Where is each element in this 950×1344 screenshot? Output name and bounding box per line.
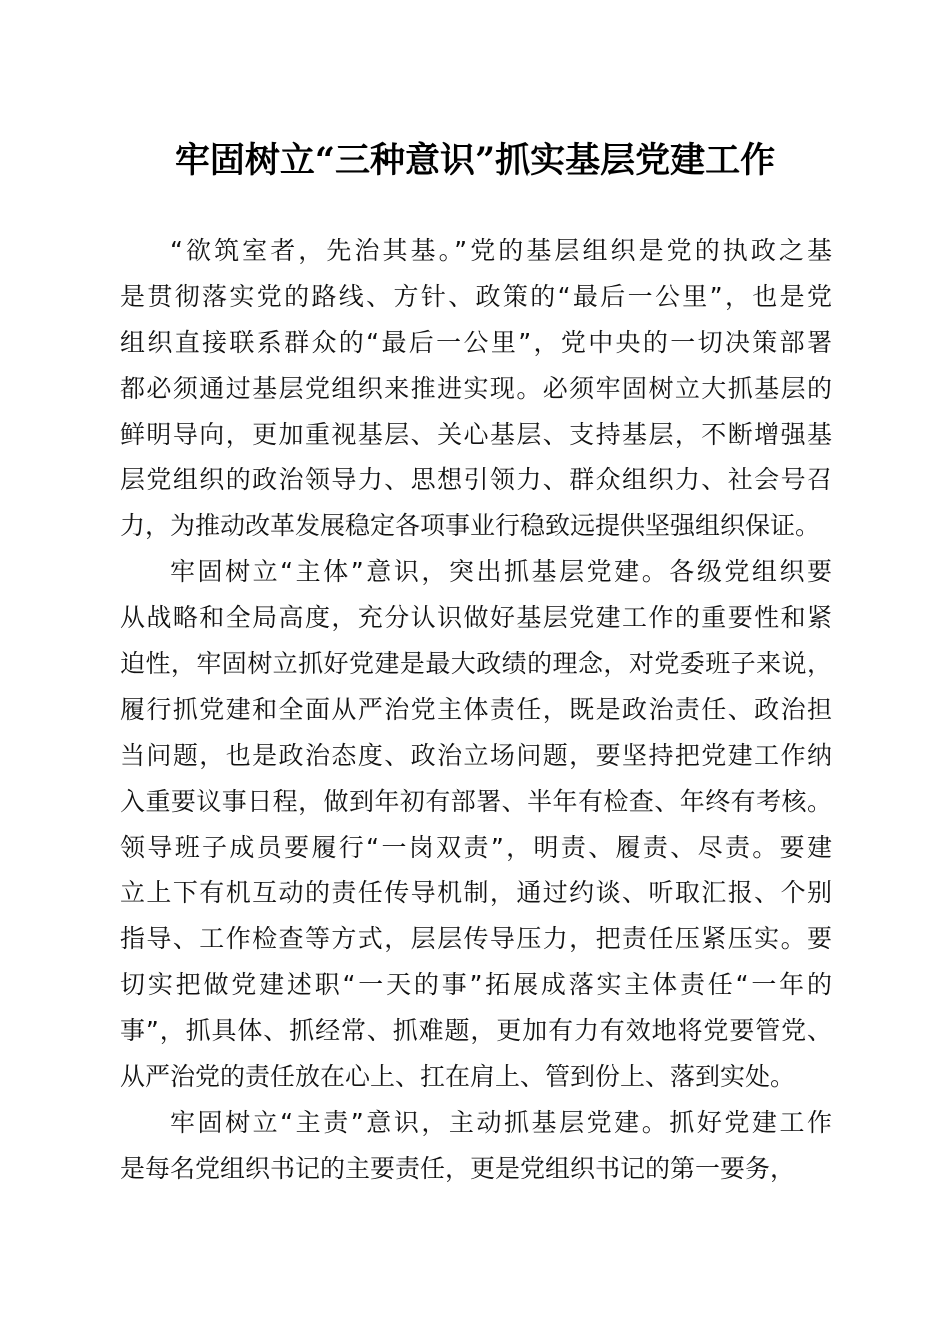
paragraph-1-line-2: 是贯彻落实党的路线、方针、政策的“最后一公里”，也是党: [120, 281, 832, 311]
paragraph-1-line-4: 都必须通过基层党组织来推进实现。必须牢固树立大抓基层的: [120, 373, 832, 403]
document-title: 牢固树立“三种意识”抓实基层党建工作: [174, 140, 776, 181]
paragraph-1-line-7: 力，为推动改革发展稳定各项事业行稳致远提供坚强组织保证。: [120, 511, 821, 541]
paragraph-3-line-1: 牢固树立“主责”意识，主动抓基层党建。抓好党建工作: [170, 1107, 832, 1137]
paragraph-3-line-2: 是每名党组织书记的主要责任，更是党组织书记的第一要务，: [120, 1153, 796, 1183]
paragraph-2-line-4: 履行抓党建和全面从严治党主体责任，既是政治责任、政治担: [120, 694, 832, 724]
paragraph-2-line-1: 牢固树立“主体”意识，突出抓基层党建。各级党组织要: [170, 557, 832, 587]
paragraph-2-line-7: 领导班子成员要履行“一岗双责”，明责、履责、尽责。要建: [120, 832, 832, 862]
paragraph-2-line-12: 从严治党的责任放在心上、扛在肩上、管到份上、落到实处。: [120, 1062, 796, 1092]
paragraph-2-line-6: 入重要议事日程，做到年初有部署、半年有检查、年终有考核。: [120, 786, 832, 816]
paragraph-2-line-8: 立上下有机互动的责任传导机制，通过约谈、听取汇报、个别: [120, 878, 832, 908]
paragraph-2-line-9: 指导、工作检查等方式，层层传导压力，把责任压紧压实。要: [120, 924, 832, 954]
paragraph-2-line-3: 迫性，牢固树立抓好党建是最大政绩的理念，对党委班子来说，: [120, 649, 832, 679]
document-body: [120, 228, 832, 1192]
paragraph-1-line-6: 层党组织的政治领导力、思想引领力、群众组织力、社会号召: [120, 465, 832, 495]
paragraph-1-line-5: 鲜明导向，更加重视基层、关心基层、支持基层，不断增强基: [120, 419, 832, 449]
paragraph-1-line-3: 组织直接联系群众的“最后一公里”，党中央的一切决策部署: [120, 327, 832, 357]
paragraph-1-line-1: “欲筑室者，先治其基。”党的基层组织是党的执政之基: [170, 236, 832, 265]
paragraph-2-line-11: 事”，抓具体、抓经常、抓难题，更加有力有效地将党要管党、: [120, 1016, 832, 1046]
paragraph-2-line-10: 切实把做党建述职“一天的事”拓展成落实主体责任“一年的: [120, 970, 832, 1000]
paragraph-2-line-5: 当问题，也是政治态度、政治立场问题，要坚持把党建工作纳: [120, 740, 832, 770]
paragraph-2-line-2: 从战略和全局高度，充分认识做好基层党建工作的重要性和紧: [120, 603, 832, 633]
